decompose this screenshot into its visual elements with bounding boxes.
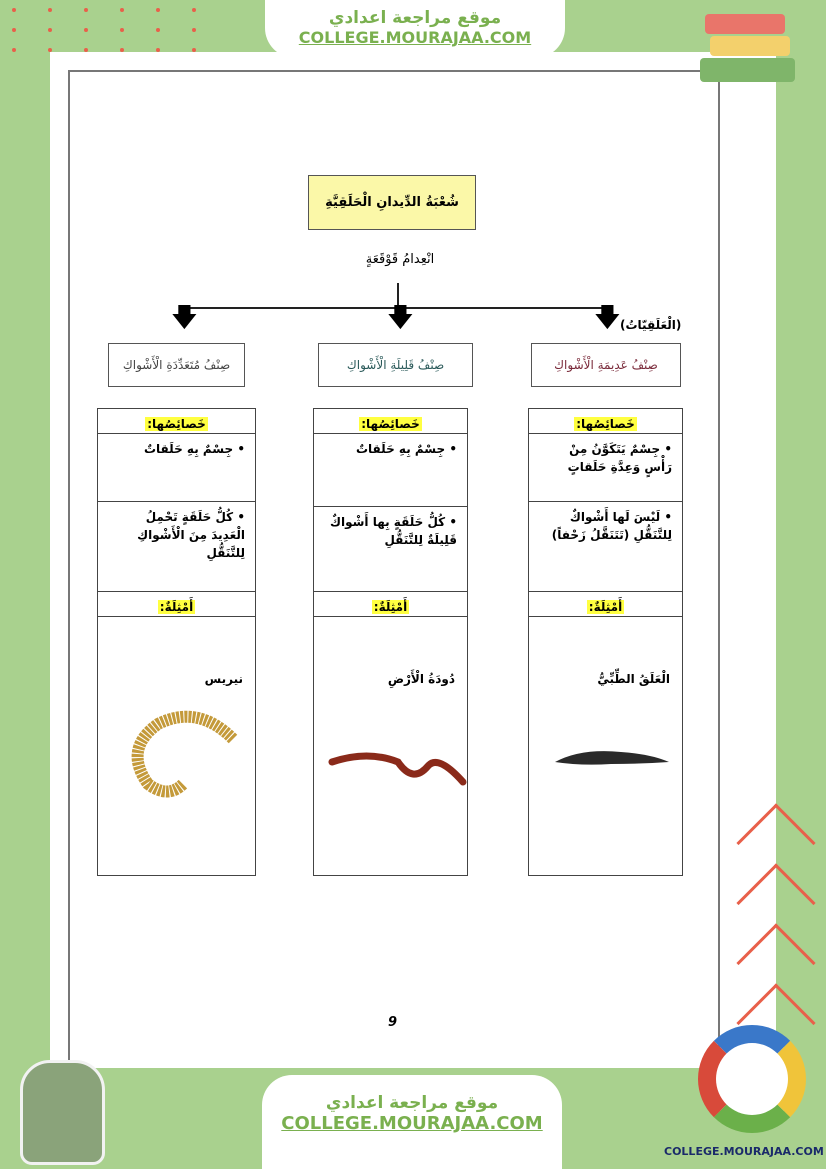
leeches-note: (الْعَلَقِيّاتُ) — [620, 318, 682, 332]
class-name-1: صِنْفُ عَدِيمَةِ الْأَشْواكِ — [554, 358, 658, 372]
feature-item: • جِسْمٌ يَتَكَوَّنُ مِنْ رَأْسٍ وَعِدَّةِ حَلَقاتٍ — [529, 434, 682, 502]
class-name-3: صِنْفُ مُتَعَدِّدَةِ الْأَشْواكِ — [122, 358, 231, 372]
phylum-title — [308, 175, 476, 230]
arrow-middle: 🡇 — [387, 303, 414, 333]
examples-label: أَمْثِلَةٌ: — [373, 600, 408, 614]
feature-text: جِسْمٌ بِهِ حَلَقاتٌ — [355, 442, 446, 456]
features-label: خَصائِصُها: — [576, 417, 635, 431]
example-name: دُودَةُ الْأَرْضِ — [387, 672, 455, 686]
examples-label: أَمْثِلَةٌ: — [159, 600, 194, 614]
logo-text: COLLEGE.MOURAJAA.COM — [664, 1145, 824, 1158]
header-site-arabic: موقع مراجعة اعدادي — [328, 8, 502, 28]
arrow-left: 🡇 — [171, 303, 198, 333]
examples-header — [98, 592, 255, 617]
header-banner — [265, 0, 565, 58]
example-name: نيريس — [204, 672, 243, 686]
feature-item: • كُلُّ حَلَقَةٍ بِها أَشْواكٌ قَلِيلَةٌ لِلتَّنَقُّلِ — [314, 507, 467, 592]
nereis-image — [118, 704, 248, 804]
feature-text: كُلُّ حَلَقَةٍ تَحْمِلُ الْعَدِيدَ مِنَ الْأَشْواكِ لِلتَّنَقُّلِ — [137, 510, 245, 560]
books-icon — [700, 14, 800, 89]
examples-header — [314, 592, 467, 617]
footer-site-arabic: موقع مراجعة اعدادي — [325, 1093, 499, 1113]
header-site-link[interactable]: COLLEGE.MOURAJAA.COM — [298, 28, 532, 47]
features-header — [529, 409, 682, 434]
examples-header — [529, 592, 682, 617]
backpack-icon — [20, 1060, 105, 1165]
class-column-2 — [313, 408, 468, 876]
site-logo — [698, 1025, 806, 1133]
footer-banner — [262, 1075, 562, 1169]
examples-label: أَمْثِلَةٌ: — [588, 600, 623, 614]
phylum-title-text: شُعْبَةُ الدِّيدانِ الْحَلَقِيَّةِ — [325, 195, 459, 210]
class-box-1 — [531, 343, 681, 387]
class-column-3 — [97, 408, 256, 876]
class-name-2: صِنْفُ قَلِيلَةِ الْأَشْواكِ — [346, 358, 445, 372]
class-box-3 — [108, 343, 245, 387]
class-box-2 — [318, 343, 473, 387]
earthworm-image — [328, 744, 468, 794]
subtitle: انْعِدامُ قَوْقَعَةٍ — [365, 252, 435, 267]
feature-text: كُلُّ حَلَقَةٍ بِها أَشْواكٌ قَلِيلَةٌ لِلتَّنَقُّلِ — [329, 515, 457, 547]
features-label: خَصائِصُها: — [147, 417, 206, 431]
footer-site-link[interactable]: COLLEGE.MOURAJAA.COM — [281, 1113, 543, 1134]
feature-text: لَيْسَ لَها أَشْواكٌ لِلتَّنَقُّلِ (تَتَنَقَّلُ زَحْفاً) — [551, 510, 672, 542]
feature-item: • لَيْسَ لَها أَشْواكٌ لِلتَّنَقُّلِ (تَتَنَقَّلُ زَحْفاً) — [529, 502, 682, 592]
feature-item: • كُلُّ حَلَقَةٍ تَحْمِلُ الْعَدِيدَ مِنَ الْأَشْواكِ لِلتَّنَقُّلِ — [98, 502, 255, 592]
class-column-1 — [528, 408, 683, 876]
features-label: خَصائِصُها: — [361, 417, 420, 431]
leech-image — [551, 744, 671, 774]
feature-item: • جِسْمٌ بِهِ حَلَقاتٌ — [314, 434, 467, 507]
feature-text: جِسْمٌ بِهِ حَلَقاتٌ — [143, 442, 234, 456]
features-header — [98, 409, 255, 434]
page-number: 9 — [388, 1015, 398, 1030]
arrow-right: 🡇 — [594, 303, 621, 333]
feature-text: جِسْمٌ يَتَكَوَّنُ مِنْ رَأْسٍ وَعِدَّةِ حَلَقاتٍ — [567, 442, 672, 474]
example-name: الْعَلَقُ الطِّبِّيُّ — [597, 672, 670, 686]
features-header — [314, 409, 467, 434]
decorative-dots — [0, 0, 200, 60]
feature-item: • جِسْمٌ بِهِ حَلَقاتٌ — [98, 434, 255, 502]
